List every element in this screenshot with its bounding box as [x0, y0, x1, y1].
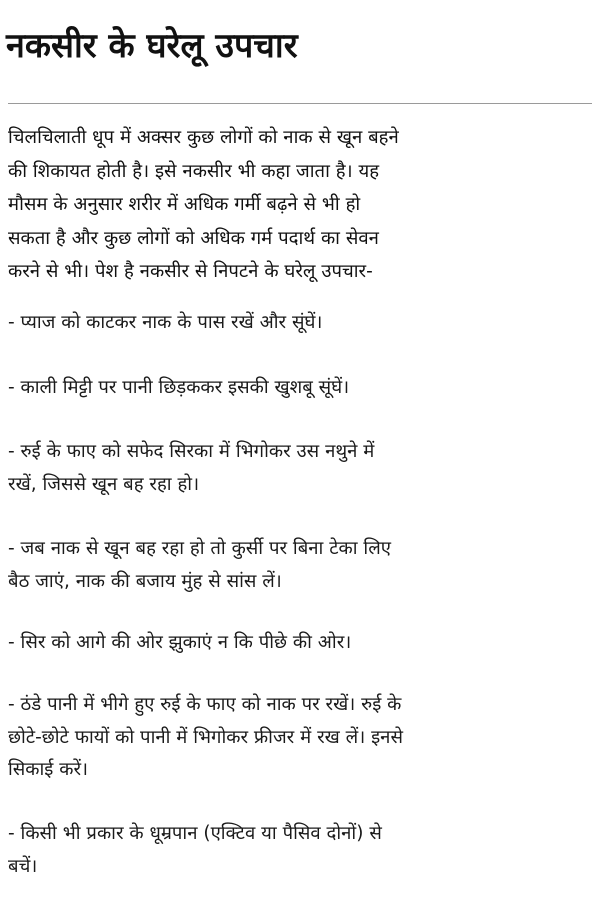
intro-line: चिलचिलाती धूप में अक्सर कुछ लोगों को नाक से खून बहने	[8, 127, 399, 148]
remedy-line: बैठ जाएं, नाक की बजाय मुंह से सांस लें।	[8, 570, 282, 592]
remedy-item	[8, 627, 593, 660]
remedy-item	[8, 689, 593, 787]
remedy-item	[8, 436, 593, 501]
intro-line: सकता है और कुछ लोगों को अधिक गर्म पदार्थ का सेवन	[8, 227, 379, 249]
intro-line: करने से भी। पेश है नकसीर से निपटने के घरेलू उपचार-	[8, 261, 373, 282]
remedy-line: - प्याज को काटकर नाक के पास रखें और सूंघें।	[8, 312, 323, 333]
remedy-line: - ठंडे पानी में भीगे हुए रुई के फाए को नाक पर रखें। रुई के	[8, 694, 402, 715]
intro-line: की शिकायत होती है। इसे नकसीर भी कहा जाता है। यह	[8, 160, 380, 182]
remedy-line: - रुई के फाए को सफेद सिरका में भिगोकर उस नथुने में	[8, 441, 375, 462]
remedy-line: - सिर को आगे की ओर झुकाएं न कि पीछे की ओर।	[8, 632, 352, 653]
remedy-item	[8, 533, 593, 598]
article-intro	[8, 121, 578, 289]
remedy-item	[8, 818, 593, 883]
remedy-line: - काली मिट्टी पर पानी छिड़ककर इसकी खुशबू सूंघें।	[8, 377, 350, 398]
remedy-line: रखें, जिससे खून बह रहा हो।	[8, 473, 200, 495]
remedy-line: - जब नाक से खून बह रहा हो तो कुर्सी पर बिना टेका लिए	[8, 538, 391, 559]
remedy-line: बचें।	[8, 855, 38, 877]
title-divider	[8, 103, 592, 104]
remedy-item	[8, 307, 593, 340]
remedy-line: सिकाई करें।	[8, 759, 89, 780]
article-title: नकसीर के घरेलू उपचार	[6, 26, 298, 66]
intro-line: मौसम के अनुसार शरीर में अधिक गर्मी बढ़ने से भी हो	[8, 194, 361, 215]
remedy-line: - किसी भी प्रकार के धूम्रपान (एक्टिव या पैसिव दोनों) से	[8, 823, 382, 844]
remedy-item	[8, 372, 593, 405]
remedy-line: छोटे-छोटे फायों को पानी में भिगोकर फ्रीजर में रख लें। इनसे	[8, 726, 403, 748]
